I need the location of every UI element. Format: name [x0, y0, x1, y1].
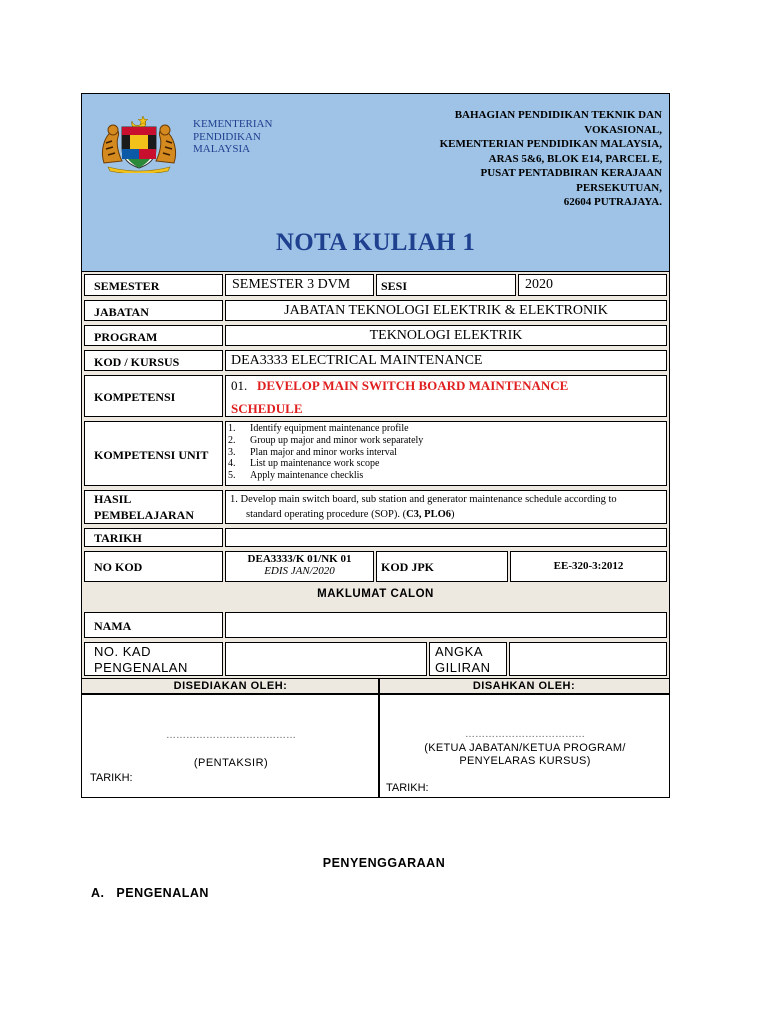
kompetensi-unit-list-cell [225, 421, 667, 486]
hasil-line-1: 1. Develop main switch board, sub station and generator maintenance schedule according to [230, 494, 617, 505]
list-item: 3. Plan major and minor works interval [228, 446, 397, 458]
address-line: PUSAT PENTADBIRAN KERAJAAN [480, 167, 662, 179]
ketua-label [381, 742, 669, 768]
edis-label: EDIS JAN/2020 [264, 565, 335, 577]
sesi-value-cell [518, 274, 667, 296]
nokod-label-cell [84, 551, 223, 582]
malaysia-coat-of-arms-icon [98, 113, 180, 173]
signoff-header [81, 678, 670, 694]
ministry-name [193, 118, 272, 156]
angka-label-2: GILIRAN [435, 660, 491, 675]
nokod-value: DEA3333/K 01/NK 01 [247, 553, 352, 565]
maklumat-calon-heading: MAKLUMAT CALON [317, 588, 434, 600]
ministry-line-3: MALAYSIA [193, 143, 251, 155]
hasil-value-cell [225, 490, 667, 524]
nama-label-cell [84, 612, 223, 638]
ministry-line-2: PENDIDIKAN [193, 130, 261, 143]
signature-line-left[interactable]: ………………………………… [166, 730, 296, 741]
ministry-address [440, 108, 662, 210]
hasil-label-2: PEMBELAJARAN [94, 508, 195, 522]
kompetensi-label-cell [84, 375, 223, 417]
kursus-label: KOD / KURSUS [94, 355, 180, 369]
semester-value-cell [225, 274, 374, 296]
kad-row [81, 640, 670, 678]
address-line: VOKASIONAL, [584, 123, 662, 136]
maklumat-calon-row [81, 584, 670, 610]
nama-row [81, 610, 670, 640]
angka-label-1: ANGKA [435, 644, 484, 659]
kad-field[interactable] [225, 642, 427, 676]
jabatan-value: JABATAN TEKNOLOGI ELEKTRIK & ELEKTRONIK [284, 303, 608, 318]
program-value: TEKNOLOGI ELEKTRIK [369, 328, 523, 343]
tarikh-value-cell[interactable] [225, 528, 667, 547]
angka-field[interactable] [509, 642, 667, 676]
kodjpk-value: EE-320-3:2012 [553, 560, 624, 572]
kompetensi-value-cell [225, 375, 667, 417]
address-line: KEMENTERIAN PENDIDIKAN MALAYSIA, [439, 138, 662, 150]
signoff-divider [378, 678, 380, 798]
hasil-line-2: standard operating procedure (SOP). (C3, PLO6) [246, 509, 455, 520]
ketua-line-2: PENYELARAS KURSUS) [459, 755, 591, 767]
nama-field[interactable] [225, 612, 667, 638]
hasil-label-1: HASIL [94, 492, 132, 506]
sesi-value: 2020 [525, 277, 553, 292]
nokod-label: NO KOD [94, 560, 143, 574]
kompetensi-row [81, 373, 670, 419]
kompetensi-label: KOMPETENSI [94, 390, 176, 404]
program-value-cell [225, 325, 667, 346]
hasil-label-cell [84, 490, 223, 524]
kursus-row [81, 348, 670, 373]
section-a-heading: A. PENGENALAN [91, 886, 209, 900]
signature-line-right[interactable]: ……………………………… [465, 729, 585, 740]
list-item: 4. List up maintenance work scope [228, 458, 380, 470]
kad-label-1: NO. KAD [94, 644, 151, 659]
ministry-line-1: KEMENTERIAN [193, 118, 273, 130]
kad-label-cell [84, 642, 223, 676]
program-label-cell [84, 325, 223, 346]
kodjpk-label-cell [376, 551, 508, 582]
page-title: NOTA KULIAH 1 [275, 229, 476, 256]
nokod-value-cell [225, 551, 374, 582]
kursus-label-cell [84, 350, 223, 371]
tarikh-right-label: TARIKH: [386, 782, 429, 794]
section-heading: PENYENGGARAAN [322, 856, 446, 870]
hasil-row [81, 488, 670, 526]
kursus-value: DEA3333 ELECTRICAL MAINTENANCE [231, 353, 483, 368]
semester-label-cell [84, 274, 223, 296]
kursus-value-cell [225, 350, 667, 371]
program-label: PROGRAM [94, 330, 158, 344]
kompetensi-title-line-1: DEVELOP MAIN SWITCH BOARD MAINTENANCE [257, 378, 569, 393]
disediakan-heading: DISEDIAKAN OLEH: [173, 680, 288, 692]
kompetensi-number: 01. [231, 378, 248, 393]
kad-label-2: PENGENALAN [94, 660, 188, 675]
address-line: 62604 PUTRAJAYA. [563, 196, 662, 208]
kompetensi-title-line-2: SCHEDULE [231, 401, 303, 416]
kompetensi-unit-label: KOMPETENSI UNIT [94, 448, 209, 462]
semester-label: SEMESTER [94, 279, 160, 293]
semester-value: SEMESTER 3 DVM [232, 277, 351, 292]
address-line: ARAS 5&6, BLOK E14, PARCEL E, [488, 152, 662, 165]
program-row [81, 323, 670, 348]
kodjpk-value-cell [510, 551, 667, 582]
semester-row [81, 272, 670, 298]
jabatan-row [81, 298, 670, 323]
sesi-label: SESI [381, 279, 408, 293]
kompetensi-unit-label-cell [84, 421, 223, 486]
jabatan-value-cell [225, 300, 667, 321]
kodjpk-label: KOD JPK [381, 560, 434, 574]
jabatan-label: JABATAN [94, 305, 149, 319]
kompetensi-unit-row [81, 419, 670, 488]
address-line: PERSEKUTUAN, [576, 181, 662, 194]
address-line: BAHAGIAN PENDIDIKAN TEKNIK DAN [454, 109, 662, 121]
tarikh-row [81, 526, 670, 549]
tarikh-left-label: TARIKH: [90, 772, 133, 784]
tarikh-label-cell [84, 528, 223, 547]
tarikh-label: TARIKH [94, 531, 142, 545]
disahkan-heading: DISAHKAN OLEH: [472, 680, 576, 692]
list-item: 5. Apply maintenance checklis [228, 470, 364, 482]
list-item: 1. Identify equipment maintenance profile [228, 423, 409, 434]
list-item: 2. Group up major and minor work separately [228, 434, 424, 446]
sesi-label-cell [376, 274, 516, 296]
jabatan-label-cell [84, 300, 223, 321]
pentaksir-label: (PENTAKSIR) [193, 757, 269, 769]
nama-label: NAMA [94, 619, 132, 633]
kompetensi-unit-list [228, 423, 666, 482]
ketua-line-1: (KETUA JABATAN/KETUA PROGRAM/ [424, 742, 626, 754]
angka-label-cell [429, 642, 507, 676]
nokod-row [81, 549, 670, 584]
